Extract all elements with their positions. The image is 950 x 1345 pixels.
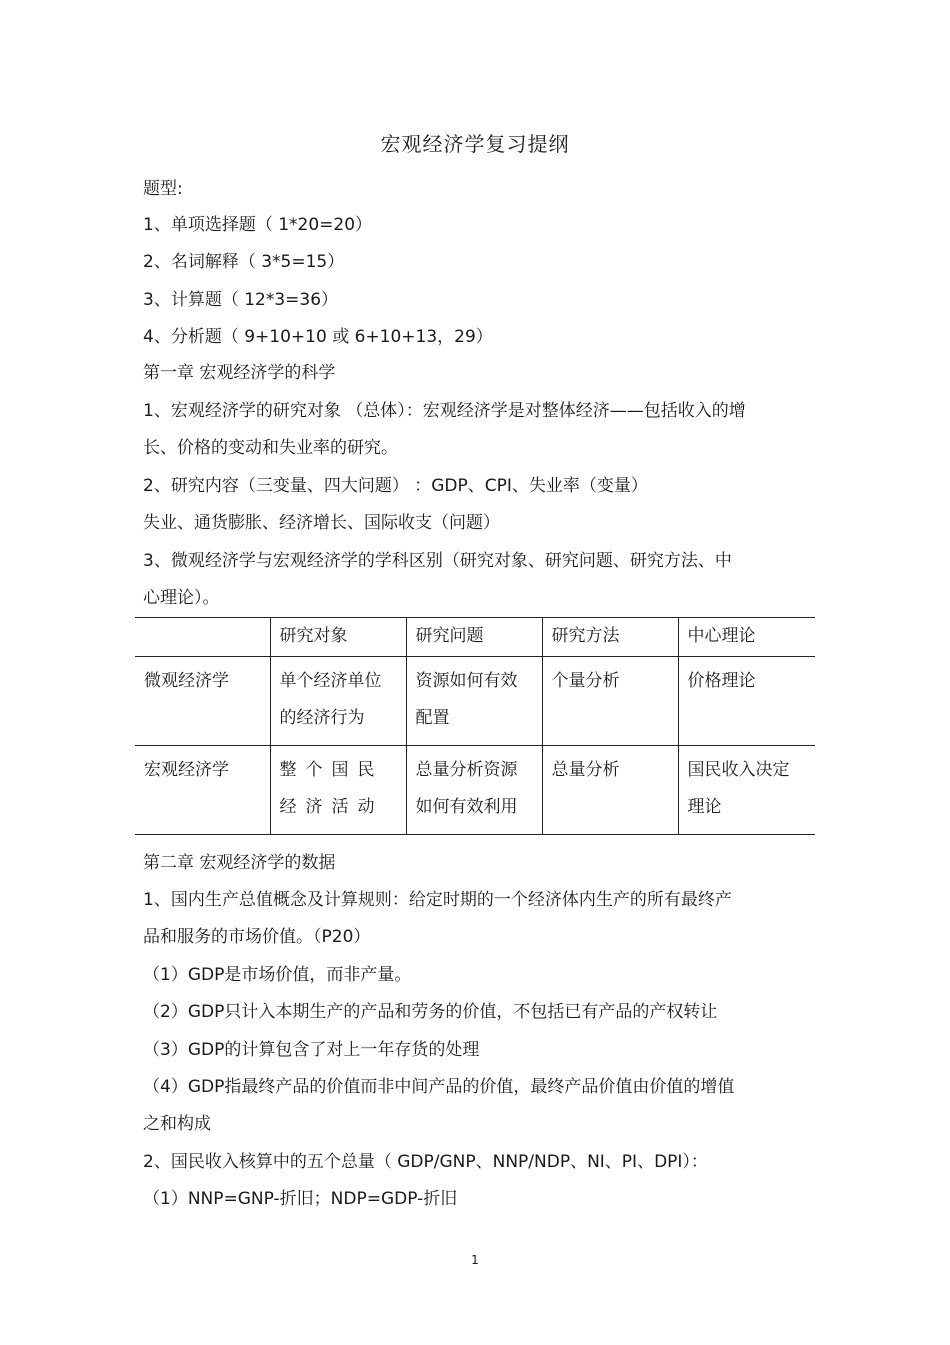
- table-header-row: [135, 618, 815, 657]
- paragraph-line: （1）GDP是市场价值，而非产量。: [143, 965, 412, 985]
- table-header-cell: [135, 618, 270, 657]
- paragraph-line: 之和构成: [143, 1114, 211, 1134]
- table-header-cell: 研究对象: [270, 618, 406, 657]
- table-header-cell: 研究问题: [406, 618, 542, 657]
- table-cell: 总量分析: [542, 746, 678, 835]
- paragraph-line: （3）GDP的计算包含了对上一年存货的处理: [143, 1040, 480, 1060]
- table-header-cell: 研究方法: [542, 618, 678, 657]
- paragraph-line: 3、微观经济学与宏观经济学的学科区别（研究对象、研究问题、研究方法、中: [143, 551, 732, 571]
- table-cell: 总量分析资源如何有效利用: [406, 746, 542, 835]
- table-cell: 价格理论: [678, 657, 815, 746]
- question-type-1: 1、单项选择题（ 1*20=20）: [143, 215, 373, 235]
- table-cell: 微观经济学: [135, 657, 270, 746]
- chapter-2-heading: 第二章 宏观经济学的数据: [143, 853, 336, 873]
- paragraph-line: （1）NNP=GNP-折旧；NDP=GDP-折旧: [143, 1189, 458, 1209]
- question-type-2: 2、名词解释（ 3*5=15）: [143, 252, 345, 272]
- paragraph-line: （4）GDP指最终产品的价值而非中间产品的价值，最终产品价值由价值的增值: [143, 1077, 735, 1097]
- paragraph-line: 心理论）。: [143, 588, 220, 608]
- question-type-3: 3、计算题（ 12*3=36）: [143, 290, 339, 310]
- comparison-table: [135, 617, 815, 835]
- table-header-cell: 中心理论: [678, 618, 815, 657]
- paragraph-line: 1、宏观经济学的研究对象 （总体）：宏观经济学是对整体经济——包括收入的增: [143, 401, 746, 421]
- table-cell: 单个经济单位的经济行为: [270, 657, 406, 746]
- paragraph-line: 2、研究内容（三变量、四大问题） ：GDP、CPI、失业率（变量）: [143, 476, 648, 496]
- paragraph-line: 品和服务的市场价值。（P20）: [143, 927, 371, 947]
- paragraph-line: （2）GDP只计入本期生产的产品和劳务的价值，不包括已有产品的产权转让: [143, 1002, 718, 1022]
- paragraph-line: 失业、通货膨胀、经济增长、国际收支（问题）: [143, 513, 500, 533]
- table-row: [135, 746, 815, 835]
- table-cell: 宏观经济学: [135, 746, 270, 835]
- paragraph-line: 2、国民收入核算中的五个总量（ GDP/GNP、NNP/NDP、NI、PI、DPI）：: [143, 1152, 708, 1172]
- question-type-4: 4、分析题（ 9+10+10 或 6+10+13，29）: [143, 327, 493, 347]
- table-cell: 个量分析: [542, 657, 678, 746]
- paragraph-line: 长、价格的变动和失业率的研究。: [143, 438, 398, 458]
- table-cell: 国民收入决定理论: [678, 746, 815, 835]
- paragraph-line: 1、国内生产总值概念及计算规则：给定时期的一个经济体内生产的所有最终产: [143, 890, 732, 910]
- table-cell: 资源如何有效配置: [406, 657, 542, 746]
- question-types-heading: 题型:: [143, 179, 183, 199]
- page-number: 1: [471, 1253, 479, 1267]
- chapter-1-heading: 第一章 宏观经济学的科学: [143, 363, 336, 383]
- document-title: 宏观经济学复习提纲: [380, 132, 570, 156]
- table-row: [135, 657, 815, 746]
- table-cell: 整个国民经济活动: [270, 746, 406, 835]
